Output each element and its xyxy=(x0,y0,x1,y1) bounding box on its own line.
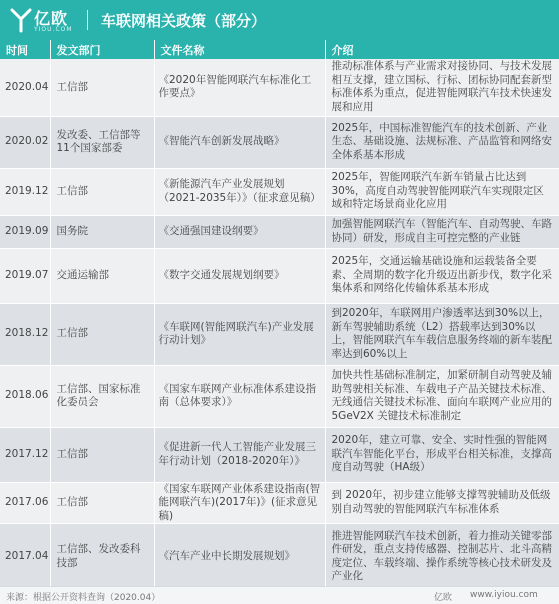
cell-dept: 工信部 xyxy=(50,168,154,215)
cell-doc: 《汽车产业中长期发展规划》 xyxy=(154,524,325,590)
table-row xyxy=(0,482,559,524)
cell-dept: 国务院 xyxy=(50,215,154,248)
column-header-doc: 文件名称 xyxy=(154,40,325,59)
table-row xyxy=(0,116,559,168)
cell-dept: 工信部 xyxy=(50,59,154,116)
cell-doc: 《国家车联网产业标准体系建设指南（总体要求）》 xyxy=(154,365,325,427)
cell-doc: 《国家车联网产业体系建设指南(智能网联汽车)(2017年)》(征求意见稿) xyxy=(154,482,325,524)
yiou-logo-icon xyxy=(10,7,32,33)
cell-time: 2020.02 xyxy=(0,116,50,168)
cell-dept: 工信部、发改委科技部 xyxy=(50,524,154,590)
column-header-intro: 介绍 xyxy=(325,40,559,59)
cell-doc: 《数字交通发展规划纲要》 xyxy=(154,248,325,303)
table-row xyxy=(0,427,559,482)
table-row xyxy=(0,168,559,215)
cell-intro: 2025年，智能网联汽车新车销量占比达到30%，高度自动驾驶智能网联汽车实现限定区域和特定场景商业化应用 xyxy=(325,168,559,215)
header-divider xyxy=(87,10,88,30)
cell-doc: 《促进新一代人工智能产业发展三年行动计划（2018-2020年）》 xyxy=(154,427,325,482)
cell-dept: 交通运输部 xyxy=(50,248,154,303)
cell-doc: 《智能汽车创新发展战略》 xyxy=(154,116,325,168)
cell-intro: 2025年，中国标准智能汽车的技术创新、产业生态、基础设施、法规标准、产品监管和网络安全体系基本形成 xyxy=(325,116,559,168)
header-bar xyxy=(0,0,559,40)
table-row xyxy=(0,215,559,248)
footer-url[interactable]: www.iyiou.com xyxy=(470,590,538,600)
cell-time: 2020.04 xyxy=(0,59,50,116)
cell-time: 2018.06 xyxy=(0,365,50,427)
cell-doc: 《2020年智能网联汽车标准化工作要点》 xyxy=(154,59,325,116)
cell-time: 2019.09 xyxy=(0,215,50,248)
page-title: 车联网相关政策（部分） xyxy=(101,12,267,30)
cell-time: 2018.12 xyxy=(0,303,50,365)
cell-intro: 加强智能网联汽车（智能汽车、自动驾驶、车路协同）研发，形成自主可控完整的产业链 xyxy=(325,215,559,248)
table-row xyxy=(0,365,559,427)
cell-intro: 到2020年，车联网用户渗透率达到30%以上，新车驾驶辅助系统（L2）搭载率达到30%以上，智能网联汽车车载信息服务终端的新车装配率达到60%以上 xyxy=(325,303,559,365)
footer-brand: 亿欧 xyxy=(434,593,453,603)
table-header-row xyxy=(0,40,559,59)
cell-time: 2019.12 xyxy=(0,168,50,215)
column-header-dept: 发文部门 xyxy=(50,40,154,59)
cell-time: 2019.07 xyxy=(0,248,50,303)
cell-time: 2017.04 xyxy=(0,524,50,590)
cell-doc: 《车联网(智能网联汽车)产业发展行动计划》 xyxy=(154,303,325,365)
cell-dept: 工信部 xyxy=(50,482,154,524)
logo-subtext: YIOU.COM xyxy=(34,26,73,33)
policy-table xyxy=(0,40,559,590)
table-row xyxy=(0,524,559,590)
cell-intro: 推进智能网联汽车技术创新，着力推动关键零部件研发，重点支持传感器、控制芯片、北斗高精度定位、车载终端、操作系统等核心技术研发及产业化 xyxy=(325,524,559,590)
cell-time: 2017.06 xyxy=(0,482,50,524)
cell-dept: 工信部 xyxy=(50,303,154,365)
cell-intro: 加快共性基础标准制定，加紧研制自动驾驶及辅助驾驶相关标准、车载电子产品关键技术标准、无线通信关键技术标准、面向车联网产业应用的 5GeV2X 关键技术标准制定 xyxy=(325,365,559,427)
logo-text: 亿欧 xyxy=(34,9,69,28)
cell-time: 2017.12 xyxy=(0,427,50,482)
cell-intro: 推动标准体系与产业需求对接协同、与技术发展相互支撑，建立国标、行标、团标协同配套新型标准体系为重点，促进智能网联汽车技术快速发展和应用 xyxy=(325,59,559,116)
cell-dept: 工信部 xyxy=(50,427,154,482)
cell-dept: 工信部、国家标准化委员会 xyxy=(50,365,154,427)
cell-intro: 到 2020年，初步建立能够支撑驾驶辅助及低级别自动驾驶的智能网联汽车标准体系 xyxy=(325,482,559,524)
cell-intro: 2025年，交通运输基础设施和运载装备全要素、全周期的数字化升级迈出新步伐，数字化采集体系和网络化传输体系基本形成 xyxy=(325,248,559,303)
source-note: 来源：根据公开资料查询（2020.04） xyxy=(6,593,161,603)
table-row xyxy=(0,248,559,303)
cell-intro: 2020年，建立可靠、安全、实时性强的智能网联汽车智能化平台，形成平台相关标准，支撑高度自动驾驶（HA级） xyxy=(325,427,559,482)
cell-doc: 《新能源汽车产业发展规划（2021-2035年）》（征求意见稿） xyxy=(154,168,325,215)
table-row xyxy=(0,303,559,365)
column-header-time: 时间 xyxy=(0,40,50,59)
footer xyxy=(0,586,559,604)
cell-doc: 《交通强国建设纲要》 xyxy=(154,215,325,248)
cell-dept: 发改委、工信部等11个国家部委 xyxy=(50,116,154,168)
table-row xyxy=(0,59,559,116)
